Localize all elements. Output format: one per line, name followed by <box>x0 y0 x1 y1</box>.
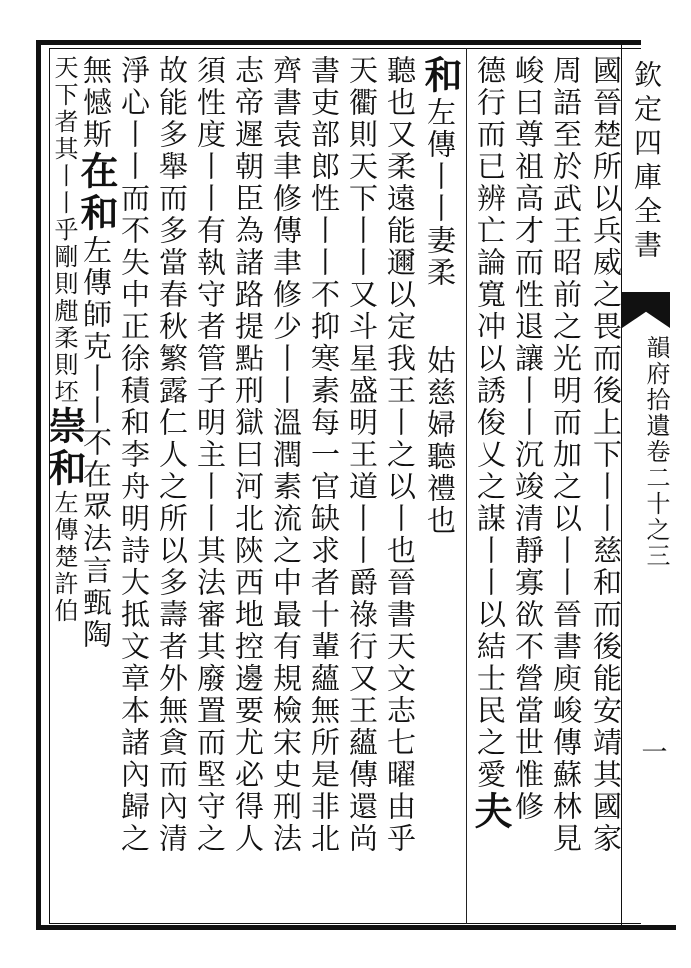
column-divider <box>466 48 467 924</box>
gutter-subtitle <box>624 335 670 635</box>
column-text: 姑慈婦聽禮也 <box>423 345 457 537</box>
text-column-8: 書吏部郎性丨丨不抑寒素每一官缺求者十輩蘊無所是非北 <box>307 55 341 855</box>
column-text: 左傳師克丨丨不在眾法言甄陶 <box>79 235 113 651</box>
text-column-10: 志帝遲朝臣為諸路提點刑獄曰河北陝西地控邊要尤必得人 <box>231 55 265 855</box>
fishtail-mark <box>622 292 670 328</box>
text-column-3: 峻曰尊祖高才而性退讓丨丨沉竣清靜寡欲不營當世惟修 <box>511 55 545 823</box>
text-column-7: 天衢則天下丨丨又斗星盛明王道丨丨爵祿行又王蘊傳還尚 <box>345 55 379 855</box>
page-number: 一 <box>637 738 667 764</box>
text-column-9: 齊書袁聿修傳聿修少丨丨溫潤素流之中最有規檢宋史刑法 <box>269 55 303 855</box>
text-column-1: 國晉楚所以兵威之畏而後上下丨丨慈和而後能安靖其國家 <box>589 55 623 855</box>
column-text: 左傳丨丨妻柔 <box>423 97 457 289</box>
column-text: 無憾斯 <box>79 55 113 151</box>
headword: 和 <box>418 55 463 97</box>
column-text: 天下者其丨丨乎剛則甝柔則坯 <box>50 55 78 406</box>
text-column-12: 故能多舉而多當春秋繁露仁人之所以多壽者外無貪而內清 <box>155 55 189 855</box>
column-text: 德行而已辨亡論寬冲以誘俊乂之謀丨丨以結士民之愛 <box>473 55 507 791</box>
text-column-11: 須性度丨丨有執守者管子明主丨丨其法審其廢置而堅守之 <box>193 55 227 855</box>
text-column-2: 周語至於武王昭前之光明而加之以丨丨晉書庾峻傳蘇林見 <box>549 55 583 855</box>
text-column-15 <box>42 55 87 920</box>
text-column-6: 聽也又柔遠能邇以定我王丨之以丨也晉書天文志七曜由乎 <box>383 55 417 855</box>
section-title: 韻府拾遺 <box>642 335 670 439</box>
volume-label: 卷二十之三 <box>642 439 670 569</box>
headword: 崇和 <box>42 406 87 490</box>
text-column-4 <box>468 55 513 920</box>
text-column-13: 淨心丨丨而不失中正徐積和李舟明詩大抵文章本諸內歸之 <box>117 55 151 855</box>
headword: 在和 <box>74 151 119 235</box>
column-text: 左傳楚許伯 <box>50 490 78 625</box>
headword: 夫 <box>468 791 513 833</box>
bottom-rule <box>36 925 676 930</box>
book-title: 欽定四庫全書 <box>630 60 663 264</box>
text-column-5b <box>420 345 460 905</box>
